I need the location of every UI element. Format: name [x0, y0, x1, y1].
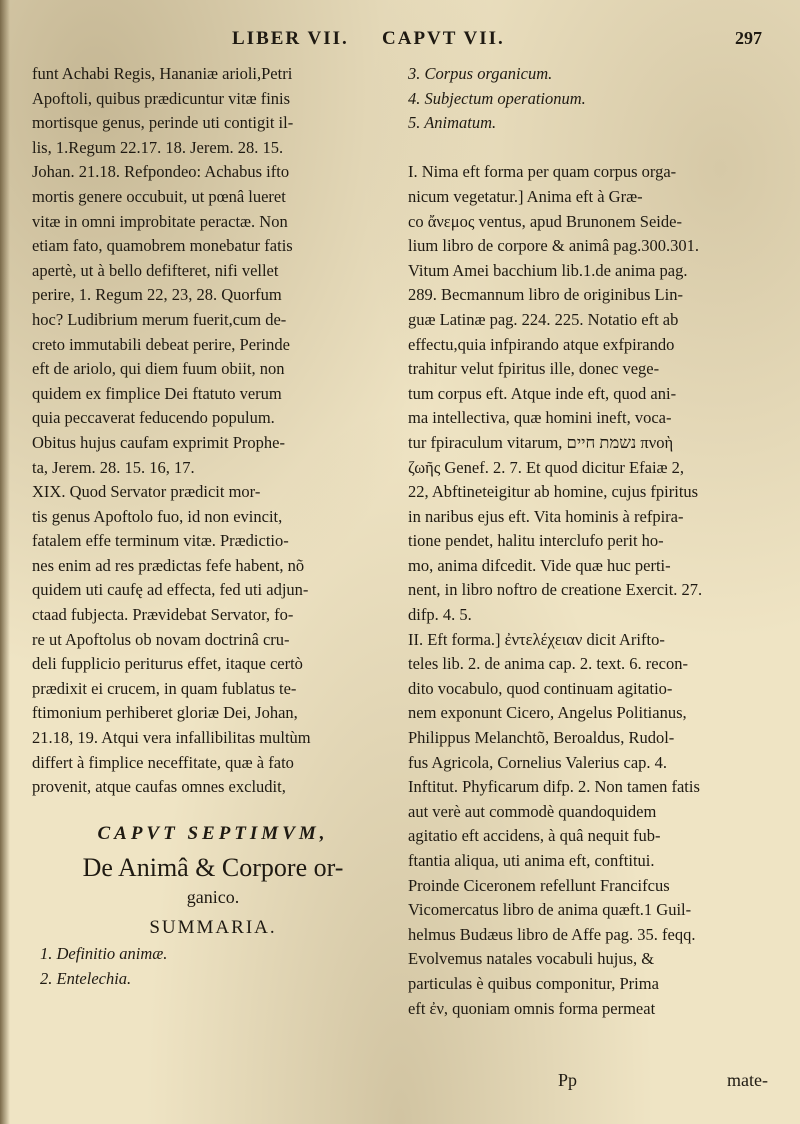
text-line: mo, anima difcedit. Vide quæ huc perti- [408, 555, 671, 575]
text-line: eft ἐν, quoniam omnis forma permeat [408, 998, 656, 1018]
text-line: mortis genere occubuit, ut pœnâ lueret [32, 186, 286, 206]
running-head [232, 28, 772, 54]
text-line: mortisque genus, perinde uti contigit il- [32, 113, 294, 133]
text-line: Inftitut. Phyficarum difp. 2. Non tamen fatis [408, 777, 700, 797]
text-line: Philippus Melanchtõ, Beroaldus, Rudol- [408, 728, 675, 748]
text-line: ctaad fubjecta. Prævidebat Servator, fo- [32, 605, 294, 625]
text-line: tum corpus eft. Atque inde eft, quod ani- [408, 383, 677, 403]
text-line: prædixit ei crucem, in quam fublatus te- [32, 678, 297, 698]
left-column [32, 62, 394, 992]
text-line: ζωῆς Genef. 2. 7. Et quod dicitur Efaiæ 2, [408, 457, 685, 477]
text-line: creto immutabili debeat perire, Perinde [32, 334, 290, 354]
text-line: lis, 1.Regum 22.17. 18. Jerem. 28. 15. [32, 137, 284, 157]
summary-item: 2. Entelechia. [40, 969, 132, 988]
text-line: dito vocabulo, quod continuam agitatio- [408, 678, 673, 698]
text-line: agitatio eft accidens, à quâ nequit fub- [408, 826, 661, 846]
text-line: re ut Apoftolus ob novam doctrinâ cru- [32, 629, 290, 649]
text-line: ta, Jerem. 28. 15. 16, 17. [32, 457, 195, 477]
running-head-book: LIBER VII. [232, 28, 349, 49]
summary-item: 4. Subjectum operationum. [408, 88, 586, 108]
text-line: tis genus Apoftolo fuo, id non evincit, [32, 506, 283, 526]
text-line: eft de ariolo, qui diem fuum obiit, non [32, 359, 285, 379]
signature-mark: Pp [558, 1070, 578, 1090]
text-line: fatalem effe terminum vitæ. Prædictio- [32, 531, 289, 551]
text-line: effectu,quia infpirando atque exfpirando [408, 334, 675, 354]
catchword: mate- [727, 1070, 768, 1090]
text-line: quidem uti caufę ad effecta, fed uti adjun- [32, 580, 309, 600]
chapter-title: De Animâ & Corpore or- [82, 853, 344, 883]
text-line: ftantia aliqua, uti anima eft, conftitui. [408, 851, 655, 870]
summary-item: 3. Corpus organicum. [408, 64, 553, 83]
text-line: provenit, atque caufas omnes excludit, [32, 777, 286, 797]
text-line: Evolvemus natales vocabuli hujus, & [408, 949, 655, 969]
text-line: lium libro de corpore & animâ pag.300.301. [408, 236, 699, 256]
text-line: quidem ex fimplice Dei ftatuto verum [32, 383, 282, 403]
text-line: XIX. Quod Servator prædicit mor- [32, 482, 261, 502]
text-line: co ἄνεμος ventus, apud Brunonem Seide- [408, 211, 682, 231]
text-line: teles lib. 2. de anima cap. 2. text. 6. recon- [408, 654, 688, 674]
text-line: 21.18, 19. Atqui vera infallibilitas multùm [32, 728, 311, 748]
page-number: 297 [735, 28, 762, 48]
text-line: Johan. 21.18. Refpondeo: Achabus ifto [32, 162, 290, 182]
text-line: etiam fato, quamobrem monebatur fatis [32, 236, 293, 256]
text-line: 289. Becmannum libro de originibus Lin- [408, 285, 683, 305]
text-line: quia peccaverat feducendo populum. [32, 408, 275, 428]
text-line: tur fpiraculum vitarum, נשמת חיים πνοὴ [408, 432, 674, 452]
text-line: aut verè aut commodè quandoquidem [408, 801, 657, 821]
text-line: ma intellectiva, quæ homini ineft, voca- [408, 408, 672, 428]
text-line: nicum vegetatur.] Anima eft à Græ- [408, 186, 643, 206]
text-line: II. Eft forma.] ἐντελέχειαν dicit Arifto- [408, 629, 665, 649]
text-line: ftimonium perhiberet gloriæ Dei, Johan, [32, 703, 298, 723]
text-line: I. Nima eft forma per quam corpus orga- [408, 162, 677, 182]
text-line: 22, Abftineteigitur ab homine, cujus fpiritus [408, 482, 699, 502]
chapter-heading: CAPVT SEPTIMVM, [97, 822, 329, 844]
text-line: differt à fimplice neceffitate, quæ à fato [32, 752, 294, 772]
text-line: helmus Budæus libro de Affe pag. 35. feqq. [408, 924, 696, 944]
text-line: perire, 1. Regum 22, 23, 28. Quorfum [32, 285, 282, 305]
text-line: hoc? Ludibrium merum fuerit,cum de- [32, 309, 287, 329]
text-line: Apoftoli, quibus prædicuntur vitæ finis [32, 88, 291, 108]
text-line: nes enim ad res prædictas fefe habent, nõ [32, 555, 305, 575]
right-column [408, 62, 776, 1021]
summary-heading: SUMMARIA. [149, 917, 277, 939]
text-line: Vitum Amei bacchium lib.1.de anima pag. [408, 260, 688, 280]
text-line: nem exponunt Cicero, Angelus Politianus, [408, 703, 687, 723]
text-line: in naribus ejus eft. Vita hominis à refpira- [408, 506, 684, 526]
text-line: fus Agricola, Cornelius Valerius cap. 4. [408, 752, 668, 772]
blank-line [408, 136, 776, 161]
text-line: guæ Latinæ pag. 224. 225. Notatio eft ab [408, 309, 679, 329]
text-line: trahitur velut fpiritus ille, donec vege- [408, 359, 660, 379]
text-line: Obitus hujus caufam exprimit Prophe- [32, 432, 285, 452]
text-line: particulas è quibus componitur, Prima [408, 973, 659, 993]
text-line: Proinde Ciceronem refellunt Francifcus [408, 875, 670, 895]
summary-item: 1. Definitio animæ. [40, 944, 168, 964]
summary-item: 5. Animatum. [408, 113, 497, 133]
text-line: apertè, ut à bello defifteret, nifi vellet [32, 260, 279, 280]
text-line: difp. 4. 5. [408, 605, 472, 625]
text-line: vitæ in omni improbitate peractæ. Non [32, 211, 288, 231]
text-line: tione pendet, halitu interclufo perit ho- [408, 531, 664, 551]
page-spine-shadow [0, 0, 10, 1124]
chapter-title-continued: ganico. [186, 887, 240, 908]
text-line: funt Achabi Regis, Hananiæ arioli,Petri [32, 64, 293, 83]
running-head-chapter: CAPVT VII. [382, 28, 505, 49]
text-line: Vicomercatus libro de anima quæft.1 Guil- [408, 900, 692, 920]
text-line: deli fupplicio periturus effet, itaque certò [32, 654, 303, 674]
text-line: nent, in libro noftro de creatione Exercit. 27. [408, 580, 703, 600]
